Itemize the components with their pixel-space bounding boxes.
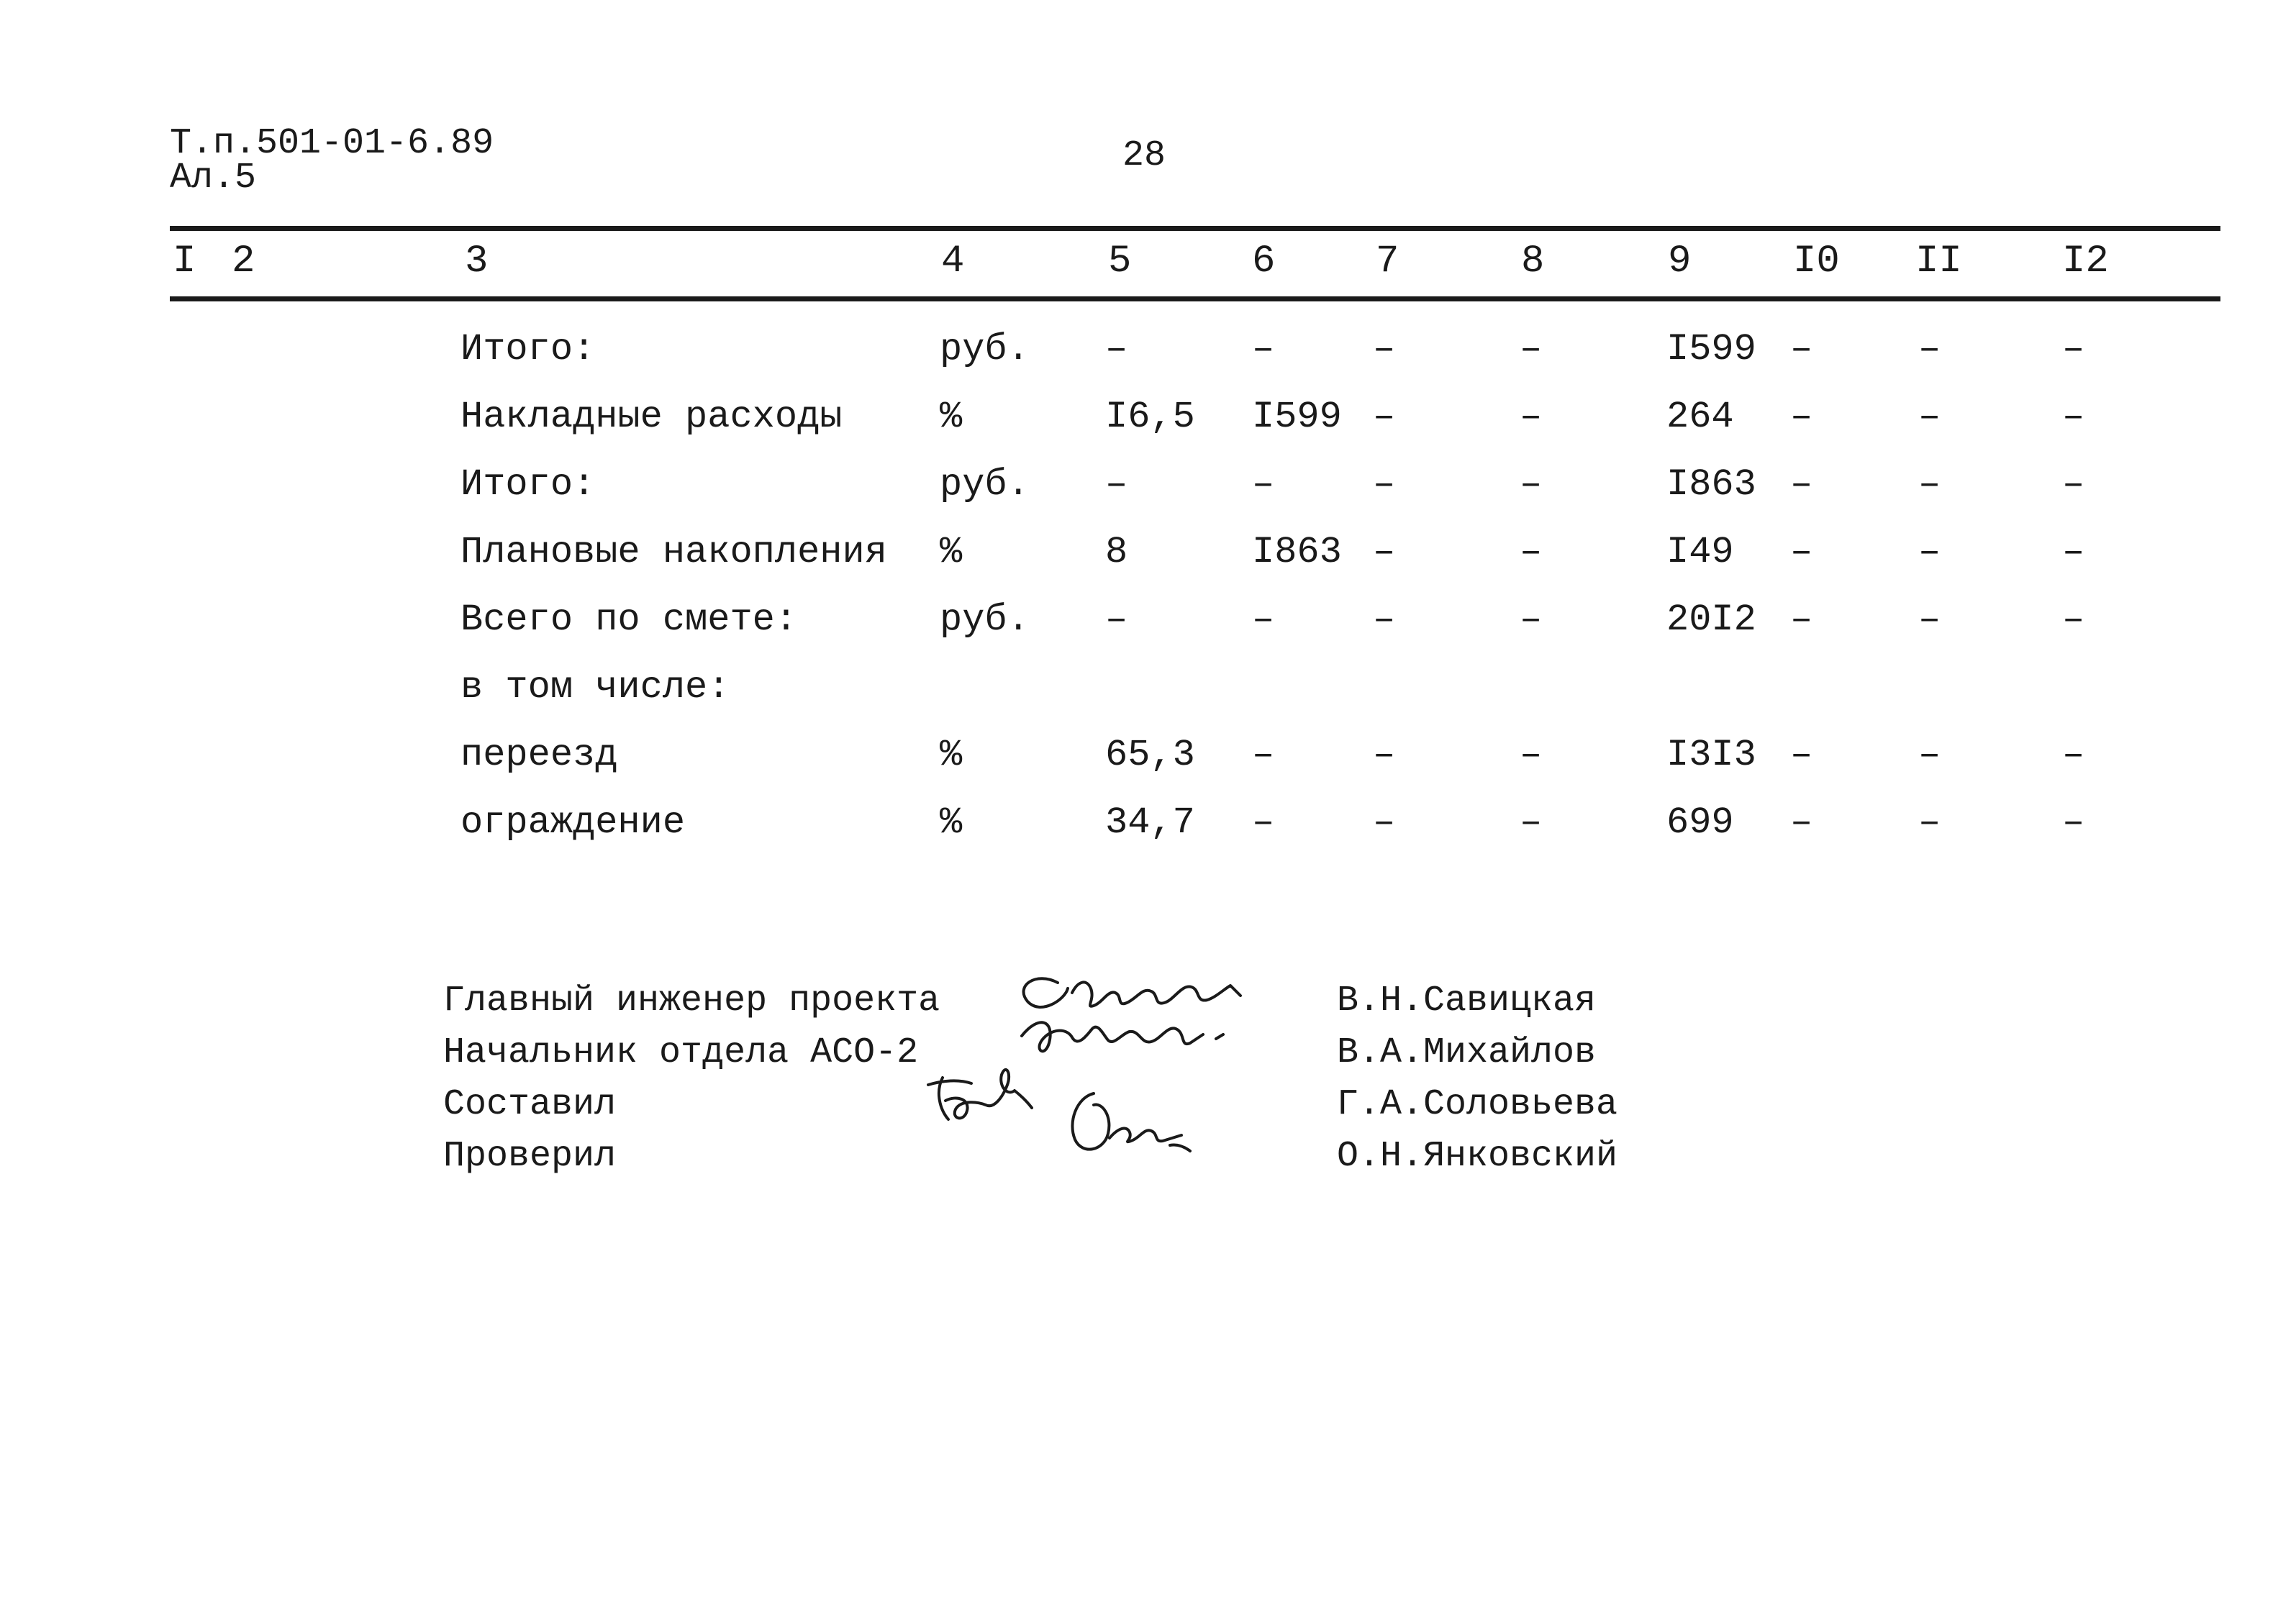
signatory-name: О.Н.Янковский — [1337, 1136, 1618, 1177]
table-row — [0, 666, 2296, 731]
row-unit: % — [940, 531, 963, 573]
column-header: 3 — [465, 240, 489, 283]
signature-solovyeva — [928, 1070, 1032, 1119]
row-name: Накладные расходы — [460, 396, 843, 438]
cell-col6: I863 — [1252, 531, 1342, 573]
cell-col6: I599 — [1252, 396, 1342, 438]
cell-col7: – — [1373, 801, 1396, 844]
cell-col10: – — [1790, 599, 1813, 641]
cell-col12: – — [2062, 801, 2085, 844]
row-name: переезд — [460, 734, 618, 776]
column-header: II — [1915, 240, 1962, 283]
cell-col5: 8 — [1105, 531, 1128, 573]
cell-col11: – — [1918, 328, 1941, 370]
signatory-name: В.Н.Савицкая — [1337, 981, 1597, 1022]
cell-col11: – — [1918, 463, 1941, 506]
cell-col10: – — [1790, 328, 1813, 370]
cell-col9: 699 — [1666, 801, 1734, 844]
signatory-role: Начальник отдела АСО-2 — [443, 1032, 919, 1073]
row-name: Итого: — [460, 463, 596, 506]
cell-col7: – — [1373, 463, 1396, 506]
cell-col10: – — [1790, 463, 1813, 506]
cell-col9: I3I3 — [1666, 734, 1756, 776]
handwritten-signatures — [914, 942, 1317, 1201]
signatory-role: Составил — [443, 1084, 617, 1125]
cell-col11: – — [1918, 531, 1941, 573]
cell-col5: 34,7 — [1105, 801, 1195, 844]
cell-col9: 264 — [1666, 396, 1734, 438]
cell-col11: – — [1918, 599, 1941, 641]
cell-col6: – — [1252, 801, 1275, 844]
column-header: 9 — [1668, 240, 1692, 283]
row-unit: руб. — [940, 599, 1030, 641]
album-line: Ал.5 — [170, 158, 257, 199]
column-header: I0 — [1793, 240, 1840, 283]
row-unit: руб. — [940, 328, 1030, 370]
cell-col8: – — [1520, 396, 1543, 438]
table-row — [0, 396, 2296, 460]
table-row — [0, 801, 2296, 866]
cell-col8: – — [1520, 801, 1543, 844]
cell-col10: – — [1790, 734, 1813, 776]
row-name: ограждение — [460, 801, 686, 844]
table-row — [0, 734, 2296, 799]
cell-col12: – — [2062, 531, 2085, 573]
cell-col8: – — [1520, 734, 1543, 776]
table-row — [0, 531, 2296, 596]
cell-col11: – — [1918, 396, 1941, 438]
cell-col8: – — [1520, 599, 1543, 641]
signature-savitskaya — [1024, 978, 1240, 1007]
table-header-rule — [170, 296, 2220, 301]
table-row — [0, 599, 2296, 663]
cell-col7: – — [1373, 599, 1396, 641]
cell-col12: – — [2062, 328, 2085, 370]
cell-col10: – — [1790, 531, 1813, 573]
row-unit: % — [940, 396, 963, 438]
cell-col9: I863 — [1666, 463, 1756, 506]
row-name: в том числе: — [460, 666, 730, 709]
cell-col5: – — [1105, 463, 1128, 506]
cell-col11: – — [1918, 801, 1941, 844]
column-header: 2 — [232, 240, 255, 283]
cell-col12: – — [2062, 734, 2085, 776]
column-header: 6 — [1252, 240, 1276, 283]
cell-col8: – — [1520, 328, 1543, 370]
cell-col7: – — [1373, 531, 1396, 573]
cell-col10: – — [1790, 801, 1813, 844]
cell-col10: – — [1790, 396, 1813, 438]
cell-col9: I49 — [1666, 531, 1734, 573]
cell-col12: – — [2062, 396, 2085, 438]
signature-yankovsky — [1072, 1093, 1190, 1151]
signature-mikhailov — [1022, 1022, 1223, 1051]
signatory-name: В.А.Михайлов — [1337, 1032, 1597, 1073]
cell-col5: I6,5 — [1105, 396, 1195, 438]
cell-col6: – — [1252, 463, 1275, 506]
table-row — [0, 463, 2296, 528]
cell-col7: – — [1373, 734, 1396, 776]
row-name: Плановые накопления — [460, 531, 887, 573]
cell-col11: – — [1918, 734, 1941, 776]
signatory-role: Проверил — [443, 1136, 617, 1177]
cell-col5: 65,3 — [1105, 734, 1195, 776]
cell-col6: – — [1252, 734, 1275, 776]
cell-col5: – — [1105, 328, 1128, 370]
table-top-rule — [170, 226, 2220, 231]
column-header: I2 — [2062, 240, 2109, 283]
row-name: Всего по смете: — [460, 599, 798, 641]
cell-col12: – — [2062, 463, 2085, 506]
cell-col8: – — [1520, 531, 1543, 573]
column-header: 8 — [1521, 240, 1545, 283]
row-name: Итого: — [460, 328, 596, 370]
signatory-role: Главный инженер проекта — [443, 981, 940, 1022]
cell-col6: – — [1252, 328, 1275, 370]
cell-col12: – — [2062, 599, 2085, 641]
column-header: I — [173, 240, 196, 283]
doc-code-line: Т.п.501-01-6.89 — [170, 123, 494, 164]
signatory-name: Г.А.Соловьева — [1337, 1084, 1618, 1125]
cell-col7: – — [1373, 328, 1396, 370]
table-row — [0, 328, 2296, 393]
page-number: 28 — [1122, 135, 1166, 176]
cell-col9: I599 — [1666, 328, 1756, 370]
column-header: 4 — [941, 240, 965, 283]
column-header: 5 — [1108, 240, 1132, 283]
column-header: 7 — [1376, 240, 1399, 283]
cell-col5: – — [1105, 599, 1128, 641]
document-code — [170, 123, 494, 199]
cell-col9: 20I2 — [1666, 599, 1756, 641]
cell-col7: – — [1373, 396, 1396, 438]
cell-col8: – — [1520, 463, 1543, 506]
row-unit: руб. — [940, 463, 1030, 506]
row-unit: % — [940, 801, 963, 844]
cell-col6: – — [1252, 599, 1275, 641]
row-unit: % — [940, 734, 963, 776]
